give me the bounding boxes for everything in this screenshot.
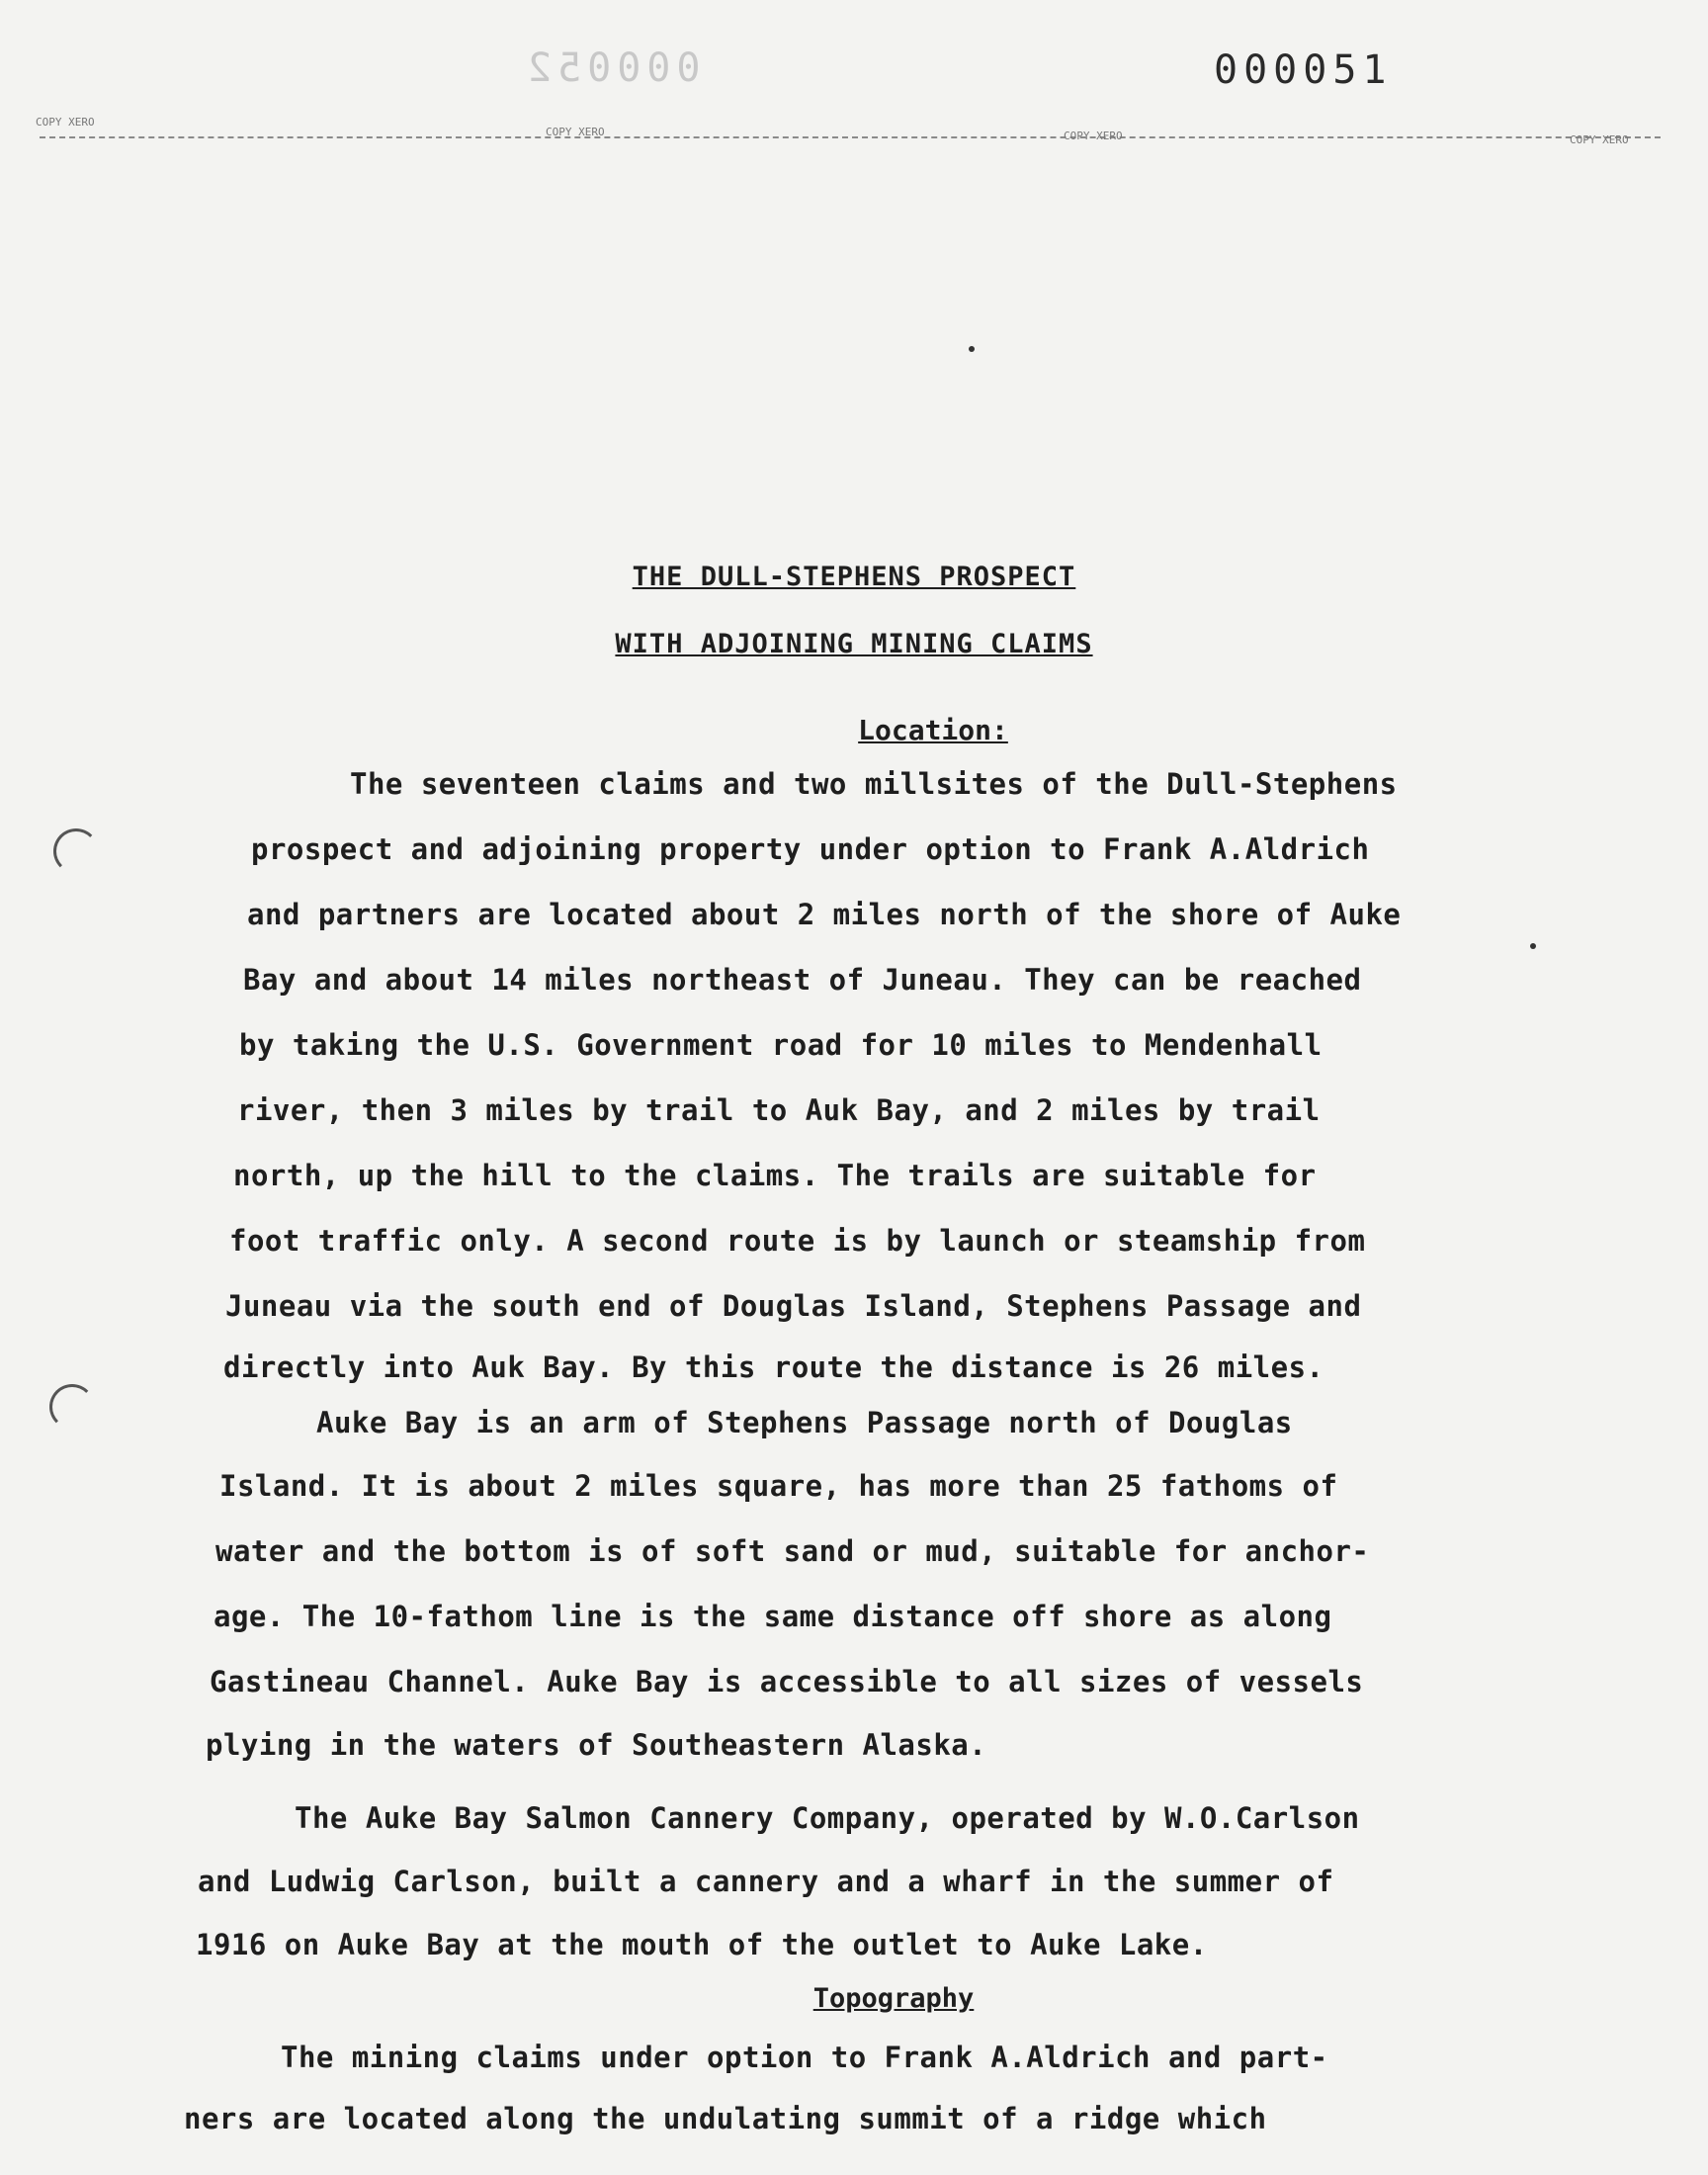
document-title-line-2: WITH ADJOINING MINING CLAIMS (615, 629, 1093, 659)
copy-mark: COPY XERO (1064, 130, 1123, 142)
text-line: water and the bottom is of soft sand or mud, suitable for anchor- (215, 1534, 1370, 1568)
copy-mark: COPY XERO (36, 116, 95, 129)
text-line: north, up the hill to the claims. The trails are suitable for (233, 1159, 1317, 1192)
page-stamp-number: 000051 (1214, 47, 1393, 93)
text-line: and Ludwig Carlson, built a cannery and a wharf in the summer of (198, 1865, 1334, 1898)
text-line: ners are located along the undulating summit of a ridge which (184, 2102, 1267, 2135)
text-line: by taking the U.S. Government road for 10 miles to Mendenhall (239, 1028, 1323, 1062)
punch-hole-mark (49, 1384, 95, 1430)
speck (969, 346, 975, 352)
document-title-line-1: THE DULL-STEPHENS PROSPECT (632, 562, 1076, 592)
text-line: age. The 10-fathom line is the same distance off shore as along (214, 1600, 1332, 1633)
ghost-page-number: 000052 (522, 45, 701, 91)
text-line: The seventeen claims and two millsites of the Dull-Stephens (350, 767, 1398, 801)
text-line: Juneau via the south end of Douglas Island, Stephens Passage and (225, 1289, 1362, 1323)
text-line: plying in the waters of Southeastern Alaska. (206, 1728, 987, 1762)
text-line: foot traffic only. A second route is by launch or steamship from (229, 1224, 1366, 1258)
text-line: river, then 3 miles by trail to Auk Bay, and 2 miles by trail (237, 1093, 1321, 1127)
topography-heading: Topography (812, 1983, 975, 2014)
text-line: 1916 on Auke Bay at the mouth of the outlet to Auke Lake. (196, 1928, 1208, 1961)
text-line: The mining claims under option to Frank A.Aldrich and part- (281, 2041, 1328, 2074)
text-line: directly into Auk Bay. By this route the distance is 26 miles. (223, 1350, 1324, 1384)
copy-mark: COPY XERO (1570, 133, 1629, 146)
text-line: Gastineau Channel. Auke Bay is accessible to all sizes of vessels (210, 1665, 1364, 1698)
location-heading: Location: (858, 714, 1008, 746)
speck (1530, 943, 1536, 949)
text-line: Auke Bay is an arm of Stephens Passage north of Douglas (316, 1406, 1293, 1439)
punch-hole-mark (53, 828, 99, 874)
perforation-line (40, 136, 1661, 138)
copy-mark: COPY XERO (546, 126, 605, 138)
text-line: Island. It is about 2 miles square, has more than 25 fathoms of (219, 1469, 1338, 1503)
text-line: and partners are located about 2 miles north of the shore of Auke (247, 898, 1402, 931)
text-line: The Auke Bay Salmon Cannery Company, operated by W.O.Carlson (295, 1801, 1360, 1835)
text-line: Bay and about 14 miles northeast of Juneau. They can be reached (243, 963, 1362, 997)
text-line: prospect and adjoining property under option to Frank A.Aldrich (251, 832, 1370, 866)
